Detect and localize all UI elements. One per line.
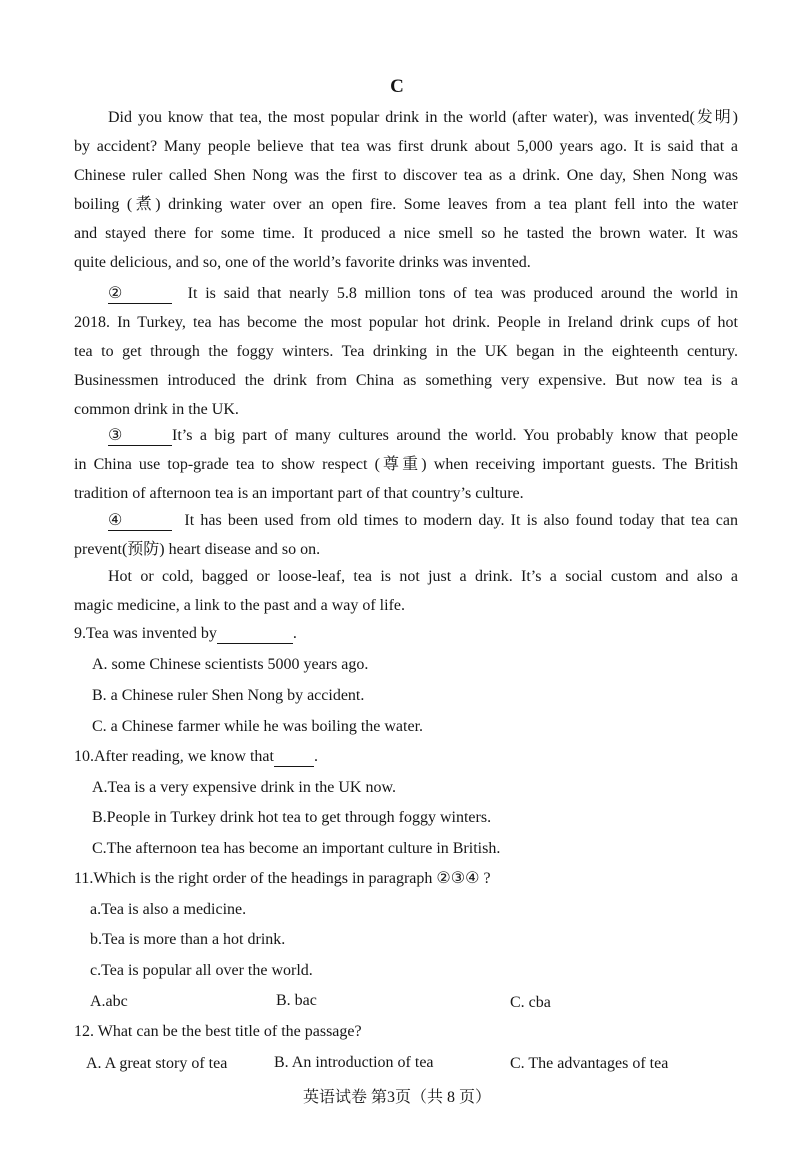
question-9-option-a[interactable]: A. some Chinese scientists 5000 years ago. xyxy=(92,656,369,673)
heading-a: a.Tea is also a medicine. xyxy=(90,901,247,918)
question-end: . xyxy=(313,748,318,765)
text-span: It is said that nearly 5.8 million tons of tea was produced around the world in xyxy=(187,285,738,302)
heading-b: b.Tea is more than a hot drink. xyxy=(90,931,286,948)
paragraph-3 xyxy=(74,421,738,508)
text-line: 2018. In Turkey, tea has become the most popular hot drink. People in Ireland drink cups of hot xyxy=(74,314,738,331)
question-10-option-c[interactable]: C.The afternoon tea has become an important culture in British. xyxy=(92,840,501,857)
text-line: quite delicious, and so, one of the world’s favorite drinks was invented. xyxy=(74,254,531,271)
text-line xyxy=(74,506,738,535)
text-line xyxy=(74,421,738,450)
text-line: and stayed there for some time. It produced a nice smell so he tasted the brown water. It was xyxy=(74,225,738,242)
question-text: 9.Tea was invented by xyxy=(74,625,217,642)
text-line: by accident? Many people believe that tea was first drunk about 5,000 years ago. It is said that a xyxy=(74,138,738,155)
text-line: magic medicine, a link to the past and a way of life. xyxy=(74,597,405,614)
question-9-option-b[interactable]: B. a Chinese ruler Shen Nong by accident. xyxy=(92,687,365,704)
question-11-stem: 11.Which is the right order of the headings in paragraph ②③④ ? xyxy=(74,870,491,887)
text-line: common drink in the UK. xyxy=(74,401,239,418)
answer-blank[interactable] xyxy=(274,748,314,767)
paragraph-2 xyxy=(74,279,738,424)
text-span: It’s a big part of many cultures around the world. You probably know that people xyxy=(172,427,738,444)
question-10-stem xyxy=(74,747,318,767)
question-11-option-a[interactable]: A.abc xyxy=(90,993,128,1010)
question-12-option-a[interactable]: A. A great story of tea xyxy=(86,1055,228,1072)
text-line: tea to get through the foggy winters. Tea drinking in the UK began in the eighteenth century. xyxy=(74,343,738,360)
question-11-option-c[interactable]: C. cba xyxy=(510,994,551,1011)
text-line: Did you know that tea, the most popular drink in the world (after water), was invented(发明) xyxy=(108,109,738,126)
text-span: It has been used from old times to modern day. It is also found today that tea can xyxy=(184,512,738,529)
paragraph-1 xyxy=(74,103,738,277)
text-line: prevent(预防) heart disease and so on. xyxy=(74,541,321,558)
paragraph-heading-blank-2[interactable]: ② xyxy=(108,285,172,304)
question-9-option-c[interactable]: C. a Chinese farmer while he was boiling the water. xyxy=(92,718,424,735)
text-line: Hot or cold, bagged or loose-leaf, tea is not just a drink. It’s a social custom and also a xyxy=(108,568,738,585)
question-9-stem xyxy=(74,624,297,644)
text-line xyxy=(74,279,738,308)
question-11-option-b[interactable]: B. bac xyxy=(276,992,317,1009)
question-12-option-c[interactable]: C. The advantages of tea xyxy=(510,1055,669,1072)
question-10-option-a[interactable]: A.Tea is a very expensive drink in the UK now. xyxy=(92,779,396,796)
question-12-stem: 12. What can be the best title of the passage? xyxy=(74,1023,362,1040)
question-end: . xyxy=(292,625,297,642)
paragraph-5 xyxy=(74,562,738,620)
answer-blank[interactable] xyxy=(217,625,293,644)
text-line: Chinese ruler called Shen Nong was the first to discover tea as a drink. One day, Shen Nong was xyxy=(74,167,738,184)
paragraph-heading-blank-3[interactable]: ③ xyxy=(108,427,172,446)
text-line: boiling (煮) drinking water over an open fire. Some leaves from a tea plant fell into the water xyxy=(74,196,738,213)
question-12-option-b[interactable]: B. An introduction of tea xyxy=(274,1054,434,1071)
text-line: in China use top-grade tea to show respect (尊重) when receiving important guests. The British xyxy=(74,456,738,473)
text-line: Businessmen introduced the drink from China as something very expensive. But now tea is a xyxy=(74,372,738,389)
section-heading: C xyxy=(390,76,404,97)
question-10-option-b[interactable]: B.People in Turkey drink hot tea to get through foggy winters. xyxy=(92,809,492,826)
page-footer: 英语试卷 第3页（共 8 页） xyxy=(302,1089,491,1106)
paragraph-4 xyxy=(74,506,738,564)
question-text: 10.After reading, we know that xyxy=(74,748,274,765)
text-line: tradition of afternoon tea is an important part of that country’s culture. xyxy=(74,485,524,502)
paragraph-heading-blank-4[interactable]: ④ xyxy=(108,512,172,531)
heading-c: c.Tea is popular all over the world. xyxy=(90,962,313,979)
